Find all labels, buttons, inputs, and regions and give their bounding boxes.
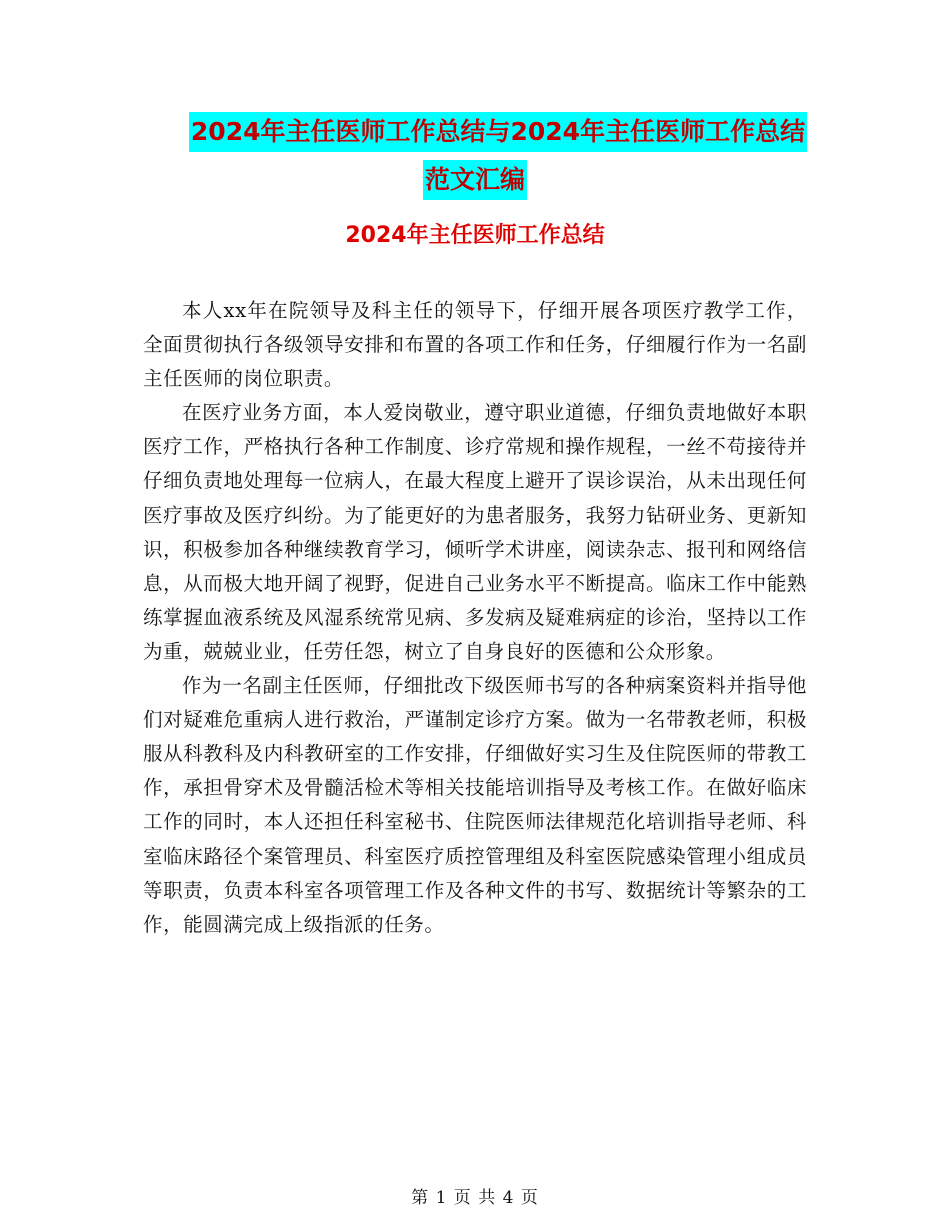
paragraph-3: 作为一名副主任医师，仔细批改下级医师书写的各种病案资料并指导他们对疑难危重病人进行救治，严谨制定诊疗方案。做为一名带教老师，积极服从科教科及内科教研室的工作安排，仔细做好实习生及住院医师的带教工作，承担骨穿术及骨髓活检术等相关技能培训指导及考核工作。在做好临床工作的同时，本人还担任科室秘书、住院医师法律规范化培训指导老师、科室临床路径个案管理员、科室医疗质控管理组及科室医院感染管理小组成员等职责，负责本科室各项管理工作及各种文件的书写、数据统计等繁杂的工作，能圆满完成上级指派的任务。 — [143, 674, 807, 936]
page-footer: 第 1 页 共 4 页 — [411, 1188, 539, 1208]
document-title — [0, 108, 950, 204]
paragraph-1: 本人xx年在院领导及科主任的领导下，仔细开展各项医疗教学工作，全面贯彻执行各级领导安排和布置的各项工作和任务，仔细履行作为一名副主任医师的岗位职责。 — [143, 299, 807, 391]
paragraph-2: 在医疗业务方面，本人爱岗敬业，遵守职业道德，仔细负责地做好本职医疗工作，严格执行各种工作制度、诊疗常规和操作规程，一丝不苟接待并仔细负责地处理每一位病人，在最大程度上避开了误诊误治，从未出现任何医疗事故及医疗纠纷。为了能更好的为患者服务，我努力钻研业务、更新知识，积极参加各种继续教育学习，倾听学术讲座，阅读杂志、报刊和网络信息，从而极大地开阔了视野，促进自己业务水平不断提高。临床工作中能熟练掌握血液系统及风湿系统常见病、多发病及疑难病症的诊治，坚持以工作为重，兢兢业业，任劳任怨，树立了自身良好的医德和公众形象。 — [143, 401, 807, 663]
title-line-2: 范文汇编 — [423, 160, 527, 200]
title-line-1: 2024年主任医师工作总结与2024年主任医师工作总结 — [189, 112, 807, 152]
section-subtitle: 2024年主任医师工作总结 — [345, 223, 605, 248]
body-text — [143, 294, 807, 942]
